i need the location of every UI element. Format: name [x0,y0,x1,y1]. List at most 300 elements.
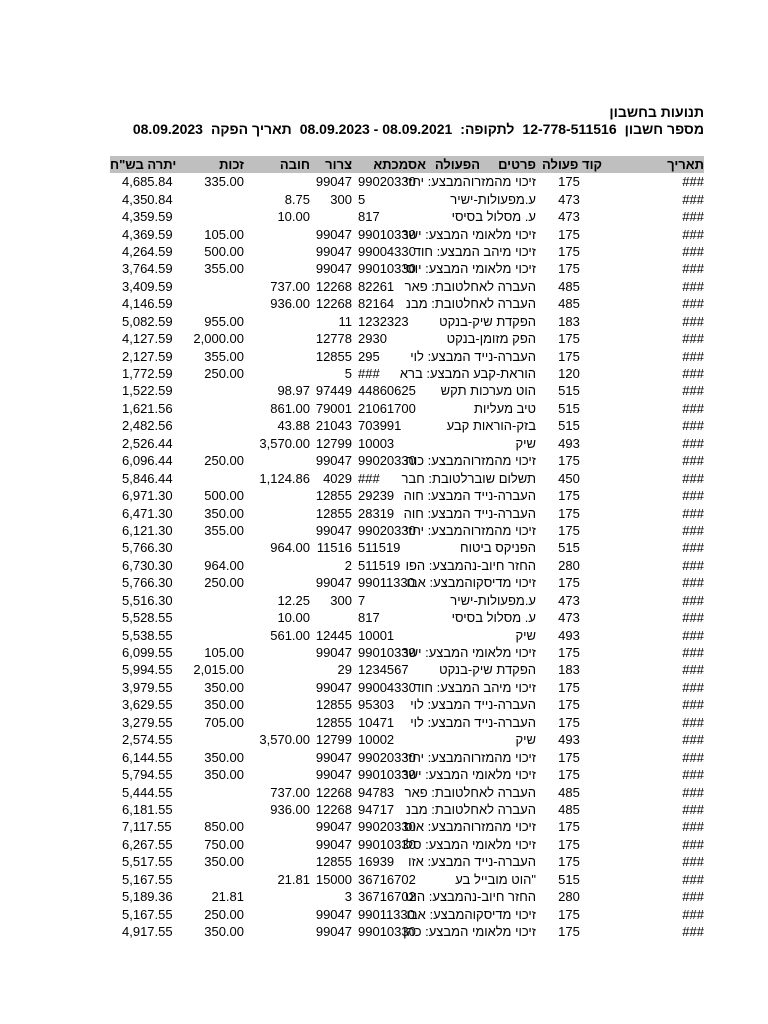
cell-date: ### [682,505,704,521]
table-row [110,243,704,260]
table-row [110,347,704,364]
cell-date: ### [682,243,704,259]
cell-credit: 350.00 [204,697,244,713]
cell-credit [186,382,250,399]
cell-credit [186,190,250,207]
page-title: תנועות בחשבון [609,104,704,120]
cell-bundle: 79001 [315,400,352,416]
cell-details: זיכוי מיהב המבצע: חוד [413,243,536,259]
table-row [110,295,704,312]
cell-bundle: 12855 [315,488,352,504]
cell-debit: 8.75 [284,191,310,207]
cell-action-code: 175 [558,749,580,765]
cell-balance: 2,482.56 [122,418,173,434]
cell-reference: 99010330 [358,767,416,783]
cell-reference: 36716702 [358,871,416,887]
cell-details: שיק [515,435,536,451]
table-row [110,574,704,591]
cell-bundle: 99047 [315,767,352,783]
cell-bundle: 5 [344,366,352,382]
cell-details: העברה לאחלטובת: מבנ [405,296,536,312]
cell-balance: 6,144.55 [122,749,173,765]
cell-debit: 936.00 [270,296,310,312]
cell-reference: 10003 [358,435,395,451]
cell-reference: 99020330 [358,453,416,469]
cell-debit [250,557,314,574]
cell-debit [250,365,314,382]
table-row [110,330,704,347]
table-row [110,888,704,905]
cell-action-code: 175 [558,505,580,521]
cell-debit [250,313,314,330]
cell-details: זיכוי מהמזרוהמבצע: יחזי [404,749,536,765]
cell-details: שיק [515,627,536,643]
cell-balance: 5,994.55 [122,662,173,678]
cell-balance: 3,764.59 [122,261,173,277]
cell-bundle: 11 [338,313,352,329]
cell-action-code: 175 [558,174,580,190]
cell-debit: 936.00 [270,801,310,817]
cell-bundle: 12268 [315,296,352,312]
cell-credit [186,539,250,556]
cell-date: ### [682,540,704,556]
cell-bundle: 99047 [315,836,352,852]
cell-credit: 850.00 [204,819,244,835]
cell-credit [186,278,250,295]
cell-balance: 5,444.55 [122,784,173,800]
header-action-code: קוד פעולה [536,156,602,173]
cell-reference: 94783 [358,784,395,800]
cell-balance: 3,629.55 [122,697,173,713]
cell-action-code: 175 [558,261,580,277]
cell-date: ### [682,575,704,591]
cell-reference: 10471 [358,714,395,730]
cell-details: "הוט מובייל בע [455,871,536,887]
cell-date: ### [682,435,704,451]
cell-action-code: 175 [558,331,580,347]
cell-details: העברה-נייד המבצע: לוי [410,348,536,364]
cell-action-code: 183 [558,313,580,329]
table-row [110,469,704,486]
cell-details: הפניקס ביטוח [460,540,536,556]
cell-balance: 6,121.30 [122,522,173,538]
cell-bundle [314,208,358,225]
cell-balance: 6,730.30 [122,557,173,573]
cell-debit [250,452,314,469]
cell-balance: 6,267.55 [122,836,173,852]
cell-action-code: 175 [558,819,580,835]
table-row [110,801,704,818]
cell-action-code: 473 [558,191,580,207]
cell-debit: 12.25 [277,592,310,608]
cell-details: זיכוי מלאומי המבצע: כהן [403,924,536,940]
cell-date: ### [682,662,704,678]
cell-action-code: 485 [558,784,580,800]
cell-credit: 21.81 [211,889,244,905]
cell-action-code: 485 [558,801,580,817]
cell-bundle: 12268 [315,278,352,294]
cell-bundle: 21043 [315,418,352,434]
cell-details: העברה-נייד המבצע: חוה [403,488,536,504]
cell-date: ### [682,732,704,748]
header-bundle: צרור [314,156,358,173]
cell-bundle: 12855 [315,714,352,730]
cell-bundle: 4029 [323,470,352,486]
cell-credit [186,417,250,434]
cell-credit [186,626,250,643]
cell-details: העברה לאחלטובת: מבנ [405,801,536,817]
cell-details: זיכוי מלאומי המבצע: סלו [402,836,536,852]
cell-balance: 4,264.59 [122,243,173,259]
cell-credit: 250.00 [204,906,244,922]
cell-details: ע.מפעולות-ישיר [450,191,536,207]
cell-action-code: 175 [558,767,580,783]
cell-details: זיכוי מלאומי המבצע: ישר [401,226,536,242]
cell-reference: 99011330 [358,575,415,591]
cell-action-code: 473 [558,592,580,608]
table-row [110,260,704,277]
cell-action-code: 175 [558,854,580,870]
cell-reference: 28319 [358,505,395,521]
cell-date: ### [682,226,704,242]
cell-reference: 82164 [358,296,395,312]
cell-details: זיכוי מהמזרוהמבצע: יחזי [404,174,536,190]
table-row [110,836,704,853]
cell-action-code: 485 [558,278,580,294]
cell-date: ### [682,749,704,765]
table-row [110,435,704,452]
cell-action-code: 493 [558,435,580,451]
cell-reference: 99010330 [358,645,416,661]
cell-details: זיכוי מלאומי המבצע: יוסי [402,261,536,277]
cell-action-code: 485 [558,296,580,312]
cell-bundle: 12445 [315,627,352,643]
table-row [110,504,704,521]
cell-action-code: 175 [558,226,580,242]
cell-date: ### [682,889,704,905]
cell-action-code: 175 [558,453,580,469]
table-row [110,382,704,399]
cell-credit: 350.00 [204,679,244,695]
cell-credit: 335.00 [204,174,244,190]
cell-reference: 21061700 [358,400,416,416]
cell-date: ### [682,488,704,504]
cell-action-code: 515 [558,540,580,556]
cell-debit [250,504,314,521]
cell-action-code: 175 [558,714,580,730]
cell-bundle: 99047 [315,575,352,591]
cell-bundle: 12855 [315,697,352,713]
cell-bundle: 2 [344,557,352,573]
cell-debit [250,836,314,853]
cell-reference: 44860625 [358,383,416,399]
table-row [110,626,704,643]
table-row [110,173,704,190]
cell-debit: 861.00 [270,400,310,416]
cell-date: ### [682,209,704,225]
cell-balance: 3,409.59 [122,278,173,294]
cell-date: ### [682,331,704,347]
account-number: 12-778-511516 [522,121,617,137]
header-balance: יתרה בש"ח [110,156,186,173]
cell-balance: 4,917.55 [122,924,173,940]
cell-reference: ### [358,366,380,382]
cell-debit: 3,570.00 [259,732,310,748]
cell-action-code: 175 [558,488,580,504]
table-row [110,905,704,922]
cell-credit: 350.00 [204,924,244,940]
cell-reference: 817 [358,610,380,626]
cell-bundle: 12855 [315,348,352,364]
cell-balance: 5,189.36 [122,889,173,905]
header-debit: חובה [250,156,314,173]
cell-bundle: 99047 [315,645,352,661]
period-range: 08.09.2023 - 08.09.2021 [299,121,453,137]
cell-debit [250,905,314,922]
cell-reference: 7 [358,592,366,608]
cell-debit: 98.97 [277,383,310,399]
cell-details: זיכוי מיהב המבצע: חוד [413,679,536,695]
cell-credit: 500.00 [204,488,244,504]
cell-bundle: 11516 [316,540,352,556]
cell-credit [186,592,250,609]
cell-reference: 29239 [358,488,395,504]
cell-balance: 6,971.30 [122,488,173,504]
cell-bundle: 99047 [315,453,352,469]
cell-credit: 355.00 [204,261,244,277]
table-row [110,679,704,696]
cell-bundle [314,609,358,626]
header-reference: אסמכתא [358,156,426,173]
table-row [110,190,704,207]
header-details: פרטים [498,157,536,172]
cell-debit [250,679,314,696]
cell-bundle: 99047 [315,679,352,695]
cell-balance: 5,794.55 [122,767,173,783]
cell-action-code: 120 [558,366,580,382]
header-action: הפעולה [434,157,480,172]
cell-debit: 43.88 [277,418,310,434]
cell-credit [186,871,250,888]
cell-balance: 6,099.55 [122,645,173,661]
cell-bundle: 12855 [315,854,352,870]
account-number-label: מספר חשבון [624,121,704,137]
cell-action-code: 175 [558,924,580,940]
cell-date: ### [682,592,704,608]
cell-details: הוראת-קבע המבצע: ברא [399,366,536,382]
cell-debit [250,714,314,731]
cell-bundle: 99047 [315,819,352,835]
cell-balance: 5,082.59 [122,313,173,329]
cell-action-code: 280 [558,557,580,573]
cell-debit [250,888,314,905]
cell-debit [250,661,314,678]
table-row [110,539,704,556]
cell-debit [250,522,314,539]
cell-date: ### [682,819,704,835]
cell-balance: 5,846.44 [122,470,173,486]
cell-debit [250,330,314,347]
cell-details: זיכוי מהמזרוהמבצע: יחזי [404,522,536,538]
cell-reference: 99004330 [358,679,416,695]
cell-balance: 4,127.59 [122,331,173,347]
cell-bundle: 15000 [315,871,352,887]
cell-bundle: 99047 [315,906,352,922]
cell-details: בזק-הוראות קבע [446,418,536,434]
cell-bundle: 12799 [315,435,352,451]
cell-action-code: 175 [558,836,580,852]
cell-credit: 355.00 [204,348,244,364]
cell-date: ### [682,924,704,940]
cell-details: העברה-נייד המבצע: אזו [408,854,536,870]
cell-balance: 5,538.55 [122,627,173,643]
cell-action-code: 175 [558,906,580,922]
cell-bundle: 99047 [315,243,352,259]
cell-credit: 955.00 [204,313,244,329]
cell-reference: 1234567 [358,662,409,678]
cell-bundle: 12799 [315,732,352,748]
cell-balance: 3,979.55 [122,679,173,695]
cell-balance: 4,146.59 [122,296,173,312]
table-row [110,766,704,783]
cell-date: ### [682,679,704,695]
cell-credit: 250.00 [204,453,244,469]
cell-balance: 1,621.56 [122,400,173,416]
cell-bundle: 99047 [315,226,352,242]
cell-reference: 511519 [358,557,401,573]
cell-details: זיכוי מהמזרוהמבצע: אוס [403,819,536,835]
cell-balance: 5,167.55 [122,871,173,887]
cell-action-code: 515 [558,383,580,399]
table-row [110,557,704,574]
table-row [110,313,704,330]
cell-date: ### [682,645,704,661]
cell-reference: 16939 [358,854,395,870]
table-row [110,417,704,434]
cell-debit: 561.00 [270,627,310,643]
cell-reference: 95303 [358,697,395,713]
cell-details: זיכוי מלאומי המבצע: ישר [401,645,536,661]
cell-balance: 4,350.84 [122,191,173,207]
cell-bundle: 99047 [315,924,352,940]
cell-debit: 737.00 [270,278,310,294]
cell-reference: 511519 [358,540,401,556]
cell-date: ### [682,261,704,277]
cell-debit: 964.00 [270,540,310,556]
cell-action-code: 473 [558,610,580,626]
cell-credit: 350.00 [204,749,244,765]
cell-reference: ### [358,470,380,486]
cell-details: העברה לאחלטובת: פאר [404,784,536,800]
cell-balance: 1,772.59 [122,366,173,382]
cell-debit: 10.00 [277,209,310,225]
cell-details: תשלום שוברלטובת: חבר [401,470,536,486]
cell-debit: 3,570.00 [259,435,310,451]
cell-balance: 2,127.59 [122,348,173,364]
cell-bundle: 99047 [315,749,352,765]
cell-bundle: 12268 [315,784,352,800]
cell-details: זיכוי מדיסקוהמבצע: אבו [406,906,536,922]
cell-date: ### [682,348,704,364]
cell-credit: 750.00 [204,836,244,852]
cell-credit: 500.00 [204,243,244,259]
cell-action-code: 175 [558,697,580,713]
cell-debit [250,574,314,591]
cell-credit [186,400,250,417]
cell-debit [250,696,314,713]
cell-date: ### [682,557,704,573]
cell-bundle: 99047 [315,522,352,538]
cell-credit [186,731,250,748]
cell-reference: 5 [358,191,366,207]
cell-credit: 705.00 [204,714,244,730]
cell-balance: 5,766.30 [122,575,173,591]
cell-reference: 36716702 [358,889,416,905]
table-row [110,452,704,469]
cell-debit [250,260,314,277]
cell-action-code: 175 [558,243,580,259]
cell-action-code: 473 [558,209,580,225]
table-row [110,714,704,731]
cell-debit: 21.81 [277,871,310,887]
cell-details: העברה-נייד המבצע: לוי [410,714,536,730]
cell-credit: 350.00 [204,854,244,870]
cell-date: ### [682,836,704,852]
cell-reference: 295 [358,348,380,364]
cell-reference: 10001 [358,627,395,643]
cell-reference: 82261 [358,278,395,294]
cell-reference: 99010330 [358,261,416,277]
cell-reference: 99010330 [358,226,416,242]
cell-reference: 99020330 [358,749,416,765]
issue-date-label: תאריך הפקה [210,121,292,137]
cell-balance: 6,471.30 [122,505,173,521]
cell-action-code: 515 [558,871,580,887]
cell-action-code: 175 [558,522,580,538]
header-date: תאריך [602,156,704,173]
cell-balance: 6,181.55 [122,801,173,817]
cell-date: ### [682,470,704,486]
cell-balance: 2,526.44 [122,435,173,451]
table-row [110,696,704,713]
cell-balance: 4,685.84 [122,174,173,190]
cell-bundle: 3 [344,889,352,905]
cell-debit [250,644,314,661]
cell-balance: 1,522.59 [122,383,173,399]
table-row [110,487,704,504]
cell-details: ע. מסלול בסיסי [451,209,536,225]
cell-date: ### [682,801,704,817]
cell-date: ### [682,453,704,469]
cell-reference: 99020330 [358,174,416,190]
table-row [110,365,704,382]
cell-credit: 350.00 [204,505,244,521]
cell-date: ### [682,784,704,800]
cell-debit [250,487,314,504]
table-row [110,923,704,940]
cell-action-code: 280 [558,889,580,905]
cell-date: ### [682,767,704,783]
cell-bundle: 29 [337,662,352,678]
cell-credit [186,469,250,486]
cell-action-code: 175 [558,348,580,364]
cell-details: העברה-נייד המבצע: חוה [403,505,536,521]
cell-reference: 1232323 [358,313,409,329]
cell-reference: 99020330 [358,522,416,538]
cell-credit [186,609,250,626]
table-row [110,225,704,242]
cell-date: ### [682,418,704,434]
